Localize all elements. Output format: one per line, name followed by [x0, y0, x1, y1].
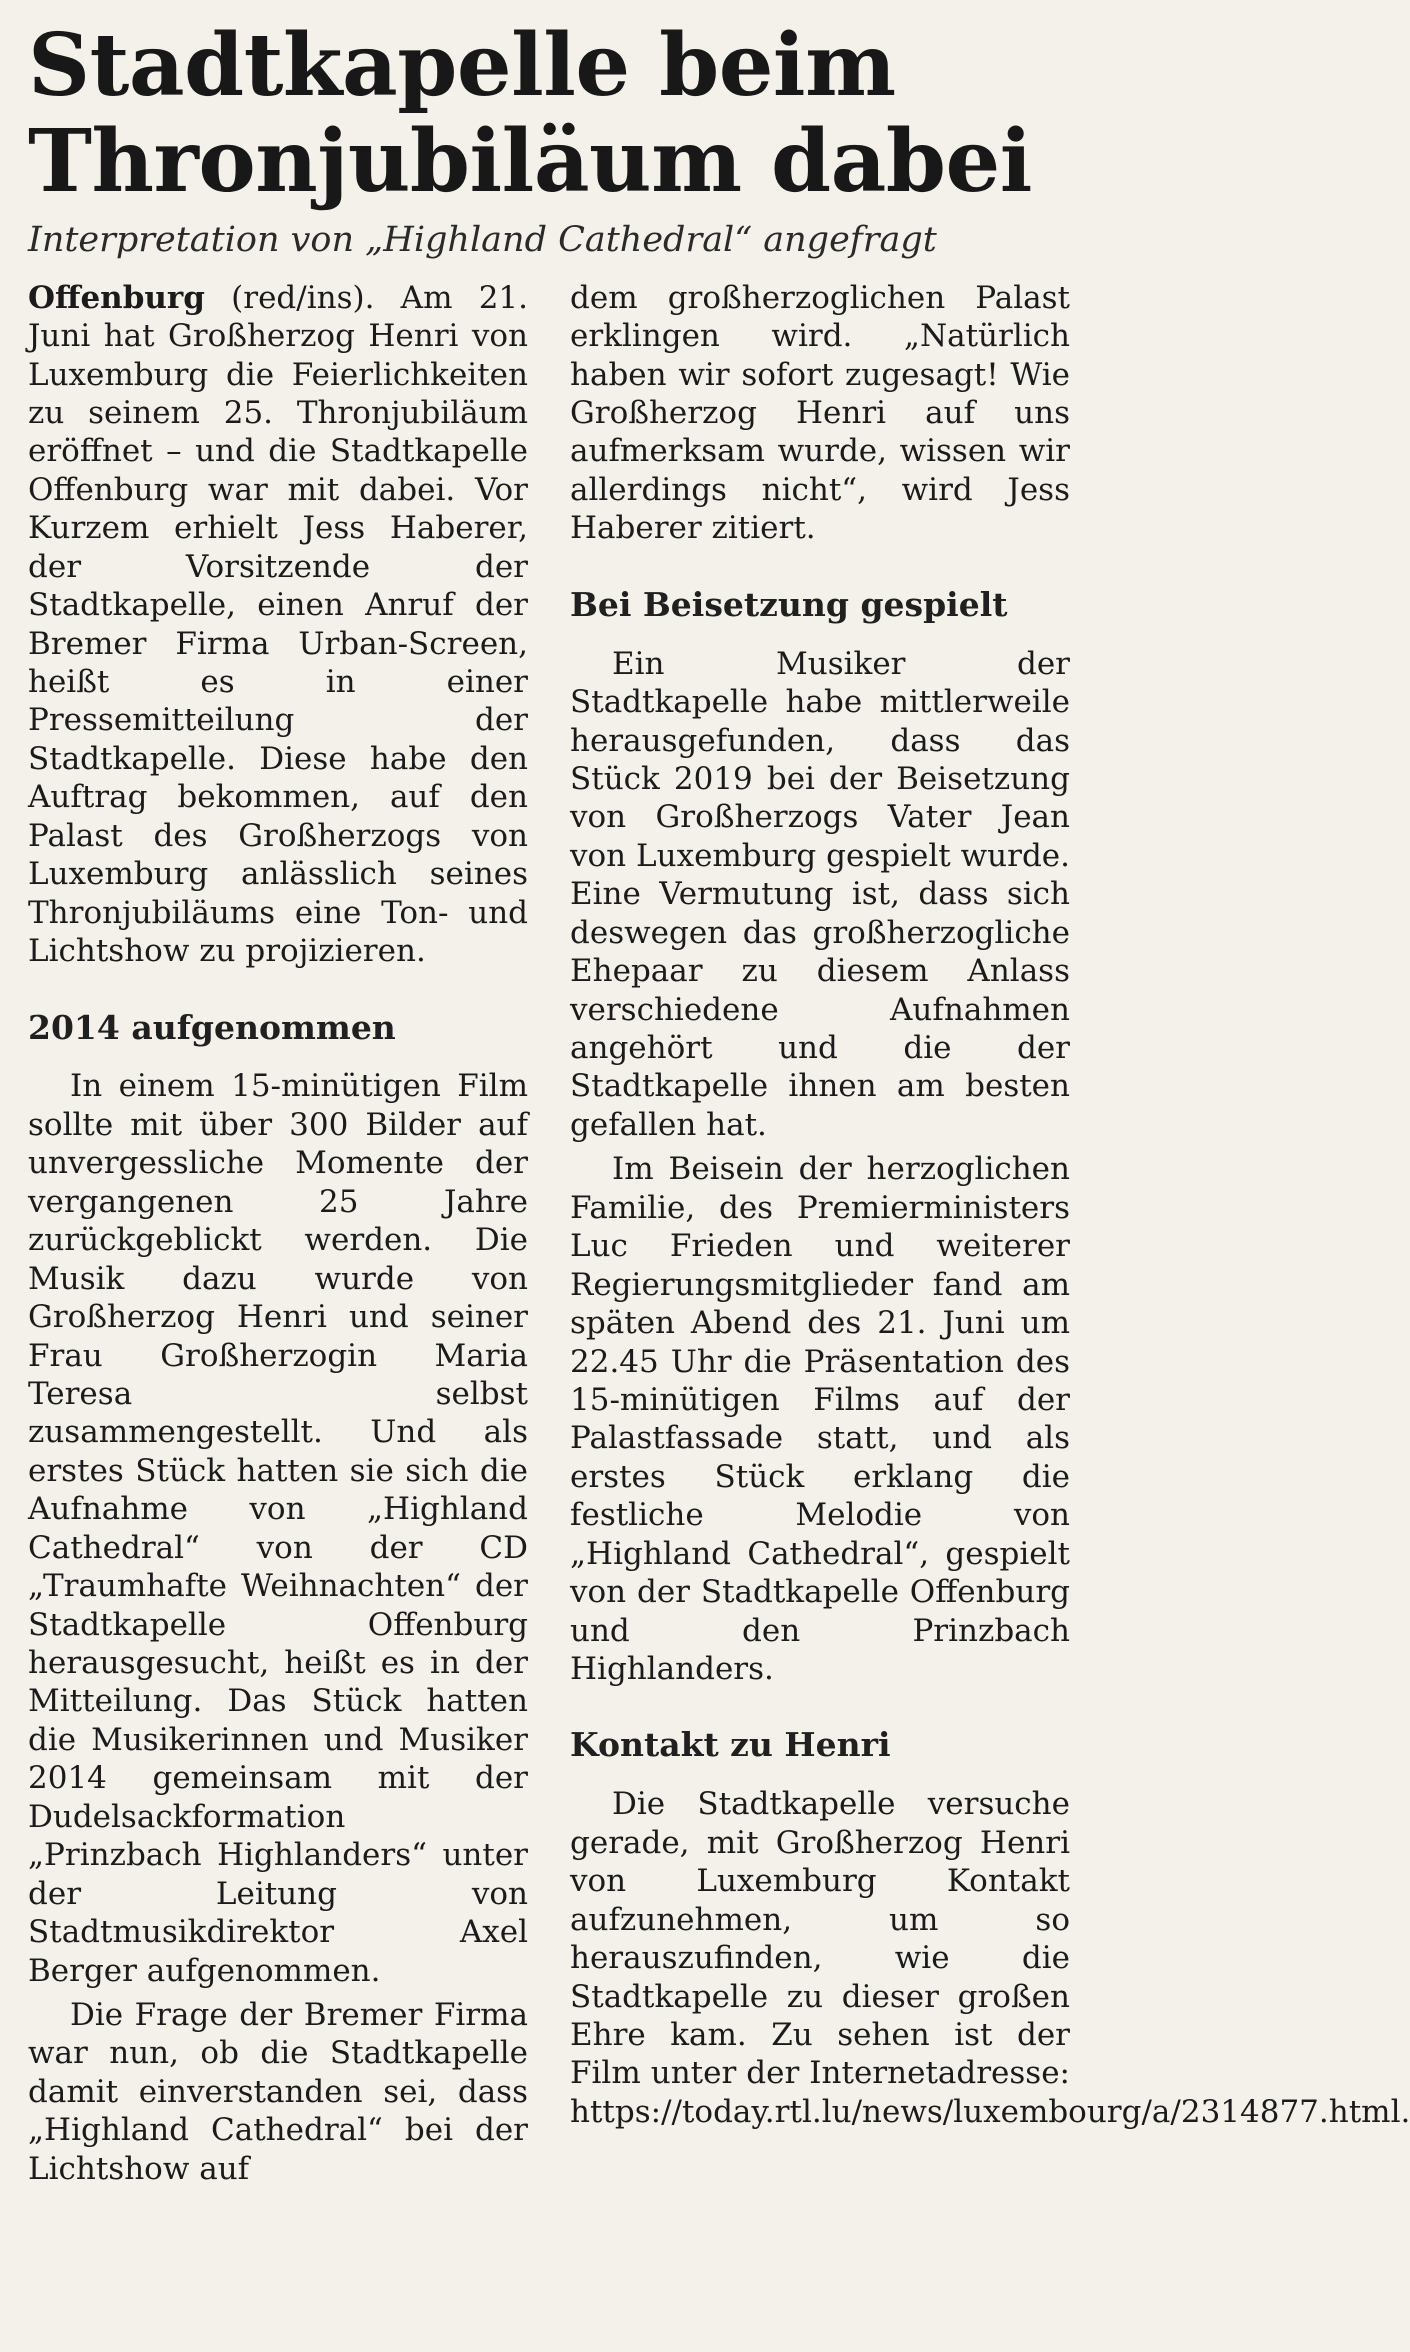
- paragraph-presentation: Im Beisein der herzoglichen Familie, des Premierministers Luc Frieden und weiterer Regierungsmitglieder fand am späten Abend des 21. Juni um 22.45 Uhr die Präsentation des 15-minütigen Films auf der Palastfassade statt, und als erstes Stück erklang die festliche Melodie von „Highland Cathedral“, gespielt von der Stadtkapelle Offenburg und den Prinzbach Highlanders.: [570, 1151, 1070, 1687]
- paragraph-film-details: In einem 15-minütigen Film sollte mit über 300 Bilder auf unvergessliche Momente der vergangenen 25 Jahre zurückgeblickt werden. Die Musik dazu wurde von Großherzog Henri und seiner Frau Großherzogin Maria Teresa selbst zusammengestellt. Und als erstes Stück hatten sie sich die Aufnahme von „Highland Cathedral“ von der CD „Traumhafte Weihnachten“ der Stadtkapelle Offenburg herausgesucht, heißt es in der Mitteilung. Das Stück hatten die Musikerinnen und Musiker 2014 gemeinsam mit der Dudelsackformation „Prinzbach Highlanders“ unter der Leitung von Stadtmusikdirektor Axel Berger aufgenommen.: [28, 1068, 528, 1989]
- paragraph-bremer-firma-question: Die Frage der Bremer Firma war nun, ob die Stadtkapelle damit einverstanden sei, dass „Highland Cathedral“ bei der Lichtshow auf: [28, 1996, 528, 2187]
- left-column: [28, 279, 528, 2189]
- paragraph-beisetzung: Ein Musiker der Stadtkapelle habe mittlerweile herausgefunden, dass das Stück 2019 bei der Beisetzung von Großherzogs Vater Jean von Luxemburg gespielt wurde. Eine Vermutung ist, dass sich deswegen das großherzogliche Ehepaar zu diesem Anlass verschiedene Aufnahmen angehört und die der Stadtkapelle ihnen am besten gefallen hat.: [570, 645, 1070, 1143]
- right-column: [570, 279, 1410, 2132]
- article-headline: Stadtkapelle beim Thronjubiläum dabei: [28, 15, 1032, 213]
- lead-paragraph: [28, 279, 528, 971]
- dateline-location: Offenburg: [28, 279, 205, 316]
- paragraph-continuation-quote: dem großherzoglichen Palast erklingen wird. „Natürlich haben wir sofort zugesagt! Wie Großherzog Henri auf uns aufmerksam wurde, wissen wir allerdings nicht“, wird Jess Haberer zitiert.: [570, 279, 1070, 547]
- section-heading-kontakt-zu-henri: Kontakt zu Henri: [570, 1725, 891, 1765]
- article-columns: [28, 279, 1410, 2189]
- section-heading-bei-beisetzung-gespielt: Bei Beisetzung gespielt: [570, 584, 1008, 624]
- article-subheadline: Interpretation von „Highland Cathedral“ angefragt: [28, 219, 937, 260]
- lead-text: (red/ins). Am 21. Juni hat Großherzog Henri von Luxemburg die Feierlichkeiten zu seinem 25. Thronjubiläum eröffnet – und die Stadtkapelle Offenburg war mit dabei. Vor Kurzem erhielt Jess Haberer, der Vorsitzende der Stadtkapelle, einen Anruf der Bremer Firma Urban-Screen, heißt es in einer Pressemitteilung der Stadtkapelle. Diese habe den Auftrag bekommen, auf den Palast des Großherzogs von Luxemburg anlässlich seines Thronjubiläums eine Ton- und Lichtshow zu projizieren.: [28, 279, 528, 970]
- paragraph-contact: Die Stadtkapelle versuche gerade, mit Großherzog Henri von Luxemburg Kontakt aufzunehmen, um so herauszufinden, wie die Stadtkapelle zu dieser großen Ehre kam. Zu sehen ist der Film unter der Internetadresse: https://today.rtl.lu/news/luxembourg/a/2314877.html.: [570, 1786, 1410, 2130]
- section-heading-2014-aufgenommen: 2014 aufgenommen: [28, 1007, 396, 1047]
